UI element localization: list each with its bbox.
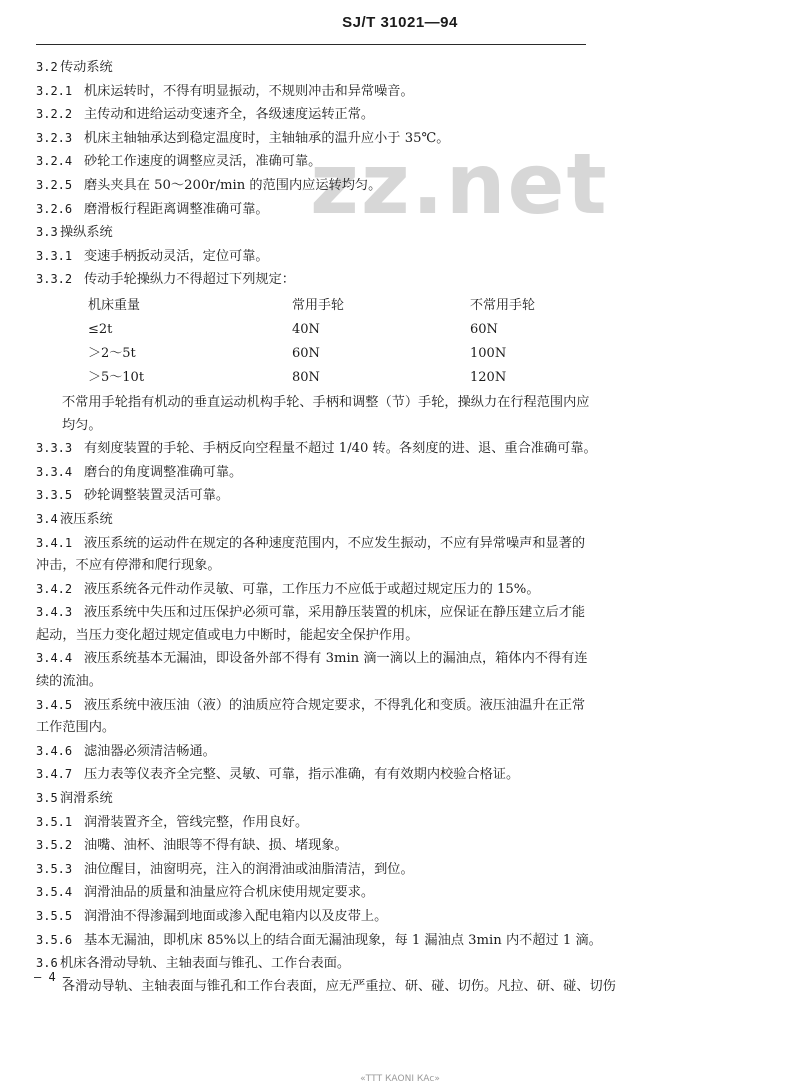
table-row: [36, 318, 596, 342]
clause-text: 油嘴、油杯、油眼等不得有缺、损、堵现象。: [84, 838, 348, 854]
clause: [36, 881, 596, 905]
clause-number: 3.3: [36, 225, 58, 240]
clause-text: 机床主轴轴承达到稳定温度时，主轴轴承的温升应小于 35℃。: [84, 130, 450, 146]
clause-text: 液压系统基本无漏油，即设备外部不得有 3min 滴一滴以上的漏油点，箱体内不得有连续的流油。: [36, 651, 588, 690]
clause: [36, 56, 596, 80]
table-cell: 120N: [470, 369, 507, 385]
clause-text: 润滑装置齐全，管线完整，作用良好。: [84, 814, 309, 830]
clause-text: 油位醒目，油窗明亮，注入的润滑油或油脂清洁，到位。: [84, 861, 414, 877]
clause-text: 液压系统中液压油（液）的油质应符合规定要求，不得乳化和变质。液压油温升在正常工作范围内。: [36, 697, 586, 736]
clause: [36, 245, 596, 269]
clause-text: 润滑油品的质量和油量应符合机床使用规定要求。: [84, 885, 375, 901]
clause: [36, 461, 596, 485]
clause: [36, 858, 596, 882]
clause-text: 机床各滑动导轨、主轴表面与锥孔、工作台表面。: [60, 956, 351, 972]
clause-number: 3.4.1: [36, 535, 73, 550]
clause: [36, 952, 596, 976]
clause-number: 3.6: [36, 956, 58, 971]
clause-text: 有刻度装置的手轮、手柄反向空程量不超过 1/40 转。各刻度的进、退、重合准确可靠。: [84, 441, 597, 457]
clause: [36, 174, 596, 198]
clause-number: 3.3.4: [36, 464, 73, 479]
clause-text: 磨头夹具在 50～200r/min 的范围内应运转均匀。: [84, 177, 382, 193]
clause-text: 液压系统中失压和过压保护必须可靠，采用静压装置的机床，应保证在静压建立后才能起动，当压力变化超过规定值或电力中断时，能起安全保护作用。: [36, 605, 586, 643]
clause: [36, 532, 596, 578]
clause: [36, 127, 596, 151]
clause-text: 主传动和进给运动变速齐全，各级速度运转正常。: [84, 107, 375, 123]
clause-number: 3.5.6: [36, 932, 73, 947]
site-watermark: zz.net: [310, 135, 609, 233]
clause-number: 3.5.4: [36, 885, 73, 900]
clause: [36, 929, 602, 953]
handwheel-force-table: [36, 294, 596, 390]
table-header: 常用手轮: [292, 297, 345, 313]
clause: [36, 80, 596, 104]
document-body: [36, 56, 616, 998]
clause-number: 3.3.5: [36, 488, 73, 503]
clause: [36, 647, 596, 693]
clause: [36, 601, 596, 647]
clause-number: 3.2.3: [36, 130, 73, 145]
clause-number: 3.2.1: [36, 83, 73, 98]
clause-number: 3.2.5: [36, 177, 73, 192]
table-header: 不常用手轮: [470, 297, 536, 313]
clause-text: 传动手轮操纵力不得超过下列规定：: [84, 272, 295, 288]
document-code: SJ/T 31021—94: [342, 14, 458, 31]
clause-number: 3.4.2: [36, 581, 73, 596]
clause-text: 变速手柄扳动灵活，定位可靠。: [84, 248, 269, 264]
clause: [36, 484, 596, 508]
clause-text: 基本无漏油，即机床 85%以上的结合面无漏油现象，每 1 漏油点 3min 内不超过 1 滴。: [84, 932, 602, 948]
clause-number: 3.3.3: [36, 441, 73, 456]
page-number: — 4 —: [34, 970, 71, 984]
clause-text: 磨台的角度调整准确可靠。: [84, 464, 243, 480]
header-rule: [36, 44, 586, 45]
clause-text: 砂轮工作速度的调整应灵活，准确可靠。: [84, 154, 322, 170]
table-row: [36, 366, 596, 390]
clause-number: 3.5.5: [36, 909, 73, 923]
clause-text: 液压系统: [60, 511, 113, 527]
clause: [36, 268, 596, 292]
clause: [36, 103, 596, 127]
clause-text: 操纵系统: [60, 225, 113, 241]
clause: [36, 834, 596, 858]
clause-number: 3.2.4: [36, 154, 73, 169]
clause: [36, 740, 596, 764]
clause-number: 3.4: [36, 511, 58, 526]
clause: [36, 694, 596, 740]
table-cell: 100N: [470, 345, 507, 361]
closing-paragraph: 各滑动导轨、主轴表面与锥孔和工作台表面，应无严重拉、研、碰、切伤。凡拉、研、碰、切伤: [62, 978, 616, 994]
clauses-group-a: [36, 56, 596, 292]
clause-text: 磨滑板行程距离调整准确可靠。: [84, 201, 269, 217]
table-header: 机床重量: [88, 297, 141, 313]
clause: [36, 221, 596, 245]
clause-number: 3.4.5: [36, 697, 73, 712]
clause-number: 3.4.4: [36, 651, 73, 666]
table-cell: ＞5～10t: [88, 369, 145, 385]
clause-number: 3.5.3: [36, 861, 73, 876]
table-row: [36, 342, 596, 366]
clause-text: 润滑油不得渗漏到地面或渗入配电箱内以及皮带上。: [84, 909, 388, 924]
clause: [36, 578, 596, 602]
clause-text: 压力表等仪表齐全完整、灵敏、可靠，指示准确，有有效期内校验合格证。: [84, 767, 520, 783]
table-cell: 60N: [470, 321, 498, 337]
clause-number: 3.3.1: [36, 248, 73, 263]
table-cell: 80N: [292, 369, 320, 385]
clause: [36, 437, 596, 461]
clause: [36, 787, 596, 811]
clause-number: 3.2.6: [36, 201, 73, 216]
clause-text: 砂轮调整装置灵活可靠。: [84, 488, 230, 504]
bottom-watermark: «ТТТ КАОNI КАс»: [360, 1074, 440, 1084]
table-cell: 40N: [292, 321, 320, 337]
table-header-row: [36, 294, 596, 318]
table-cell: ＞2～5t: [88, 345, 136, 361]
clause-number: 3.2.2: [36, 107, 73, 122]
clause-number: 3.3.2: [36, 272, 73, 287]
table-cell: ≤2t: [88, 321, 113, 337]
clause: [36, 150, 596, 174]
clause-number: 3.5: [36, 791, 58, 806]
clause-number: 3.4.7: [36, 767, 73, 782]
clause: [36, 905, 596, 929]
clause-number: 3.5.1: [36, 814, 73, 829]
clauses-group-b: [36, 437, 602, 976]
clause-number: 3.4.6: [36, 743, 73, 758]
table-cell: 60N: [292, 345, 320, 361]
clause-text: 机床运转时，不得有明显振动，不规则冲击和异常噪音。: [84, 83, 414, 99]
clause: [36, 508, 596, 532]
clause: [36, 198, 596, 222]
clause-text: 润滑系统: [60, 791, 113, 807]
clause-text: 滤油器必须清洁畅通。: [84, 743, 216, 759]
clause-number: 3.5.2: [36, 838, 73, 853]
clause-number: 3.4.3: [36, 605, 73, 620]
clause-text: 液压系统的运动件在规定的各种速度范围内，不应发生振动，不应有异常噪声和显著的冲击，不应有停滞和爬行现象。: [36, 535, 586, 574]
table-note: 不常用手轮指有机动的垂直运动机构手轮、手柄和调整（节）手轮，操纵力在行程范围内应均匀。: [62, 394, 590, 433]
clause: [36, 811, 596, 835]
clause: [36, 763, 596, 787]
clause-text: 传动系统: [60, 60, 113, 75]
clause-text: 液压系统各元件动作灵敏、可靠，工作压力不应低于或超过规定压力的 15%。: [84, 581, 540, 597]
clause-number: 3.2: [36, 60, 58, 74]
